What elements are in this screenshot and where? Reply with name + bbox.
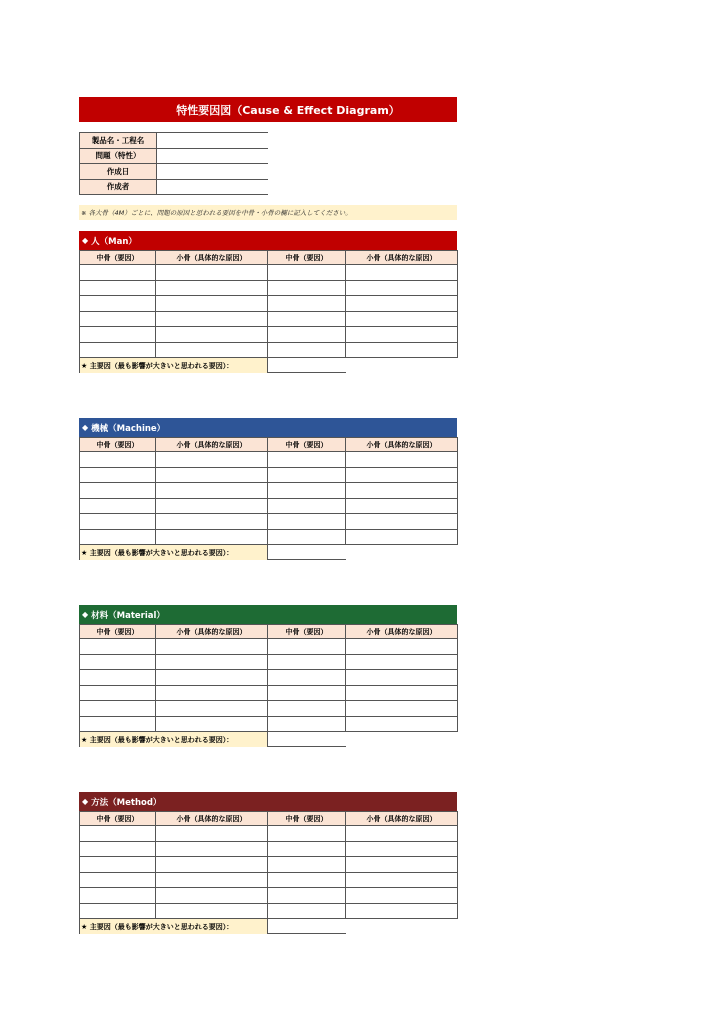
small-bone-cell[interactable]	[156, 654, 268, 670]
table-row	[80, 483, 458, 499]
medium-bone-cell[interactable]	[80, 903, 156, 919]
table-row	[80, 716, 458, 732]
small-bone-cell[interactable]	[346, 296, 458, 312]
medium-bone-cell[interactable]	[268, 888, 346, 904]
column-header: 小骨（具体的な原因）	[346, 438, 458, 452]
small-bone-cell[interactable]	[346, 670, 458, 686]
diamond-icon: ◆	[82, 423, 89, 432]
column-header: 小骨（具体的な原因）	[346, 625, 458, 639]
info-value-field[interactable]	[157, 133, 269, 149]
section-header	[79, 792, 457, 811]
section-title: 材料（Material）	[91, 610, 165, 621]
info-value-field[interactable]	[157, 148, 269, 164]
small-bone-cell[interactable]	[156, 716, 268, 732]
main-cause-field[interactable]	[267, 545, 346, 560]
main-cause-row	[79, 545, 457, 560]
medium-bone-cell[interactable]	[80, 342, 156, 358]
small-bone-cell[interactable]	[346, 872, 458, 888]
info-row	[80, 148, 269, 164]
small-bone-cell[interactable]	[156, 452, 268, 468]
small-bone-cell[interactable]	[156, 685, 268, 701]
section-header	[79, 418, 457, 437]
small-bone-cell[interactable]	[156, 280, 268, 296]
medium-bone-cell[interactable]	[268, 670, 346, 686]
medium-bone-cell[interactable]	[80, 514, 156, 530]
table-row	[80, 327, 458, 343]
section-title: 人（Man）	[91, 236, 137, 247]
column-header: 中骨（要因）	[80, 438, 156, 452]
small-bone-cell[interactable]	[346, 265, 458, 281]
section-method	[79, 792, 457, 934]
small-bone-cell[interactable]	[346, 701, 458, 717]
small-bone-cell[interactable]	[156, 670, 268, 686]
medium-bone-cell[interactable]	[268, 280, 346, 296]
info-value-field[interactable]	[157, 179, 269, 195]
info-row	[80, 179, 269, 195]
medium-bone-cell[interactable]	[268, 529, 346, 545]
medium-bone-cell[interactable]	[80, 452, 156, 468]
medium-bone-cell[interactable]	[268, 872, 346, 888]
cause-table	[79, 811, 458, 919]
small-bone-cell[interactable]	[156, 857, 268, 873]
medium-bone-cell[interactable]	[80, 327, 156, 343]
small-bone-cell[interactable]	[156, 327, 268, 343]
diamond-icon: ◆	[82, 610, 89, 619]
info-row	[80, 164, 269, 180]
table-row	[80, 888, 458, 904]
table-row	[80, 296, 458, 312]
medium-bone-cell[interactable]	[80, 311, 156, 327]
small-bone-cell[interactable]	[346, 498, 458, 514]
small-bone-cell[interactable]	[156, 514, 268, 530]
main-cause-row	[79, 919, 457, 934]
cause-table	[79, 437, 458, 545]
small-bone-cell[interactable]	[346, 280, 458, 296]
column-header: 小骨（具体的な原因）	[156, 251, 268, 265]
small-bone-cell[interactable]	[346, 888, 458, 904]
small-bone-cell[interactable]	[156, 342, 268, 358]
table-row	[80, 265, 458, 281]
section-header	[79, 231, 457, 250]
table-row	[80, 872, 458, 888]
medium-bone-cell[interactable]	[80, 716, 156, 732]
medium-bone-cell[interactable]	[268, 857, 346, 873]
table-row	[80, 311, 458, 327]
small-bone-cell[interactable]	[346, 342, 458, 358]
medium-bone-cell[interactable]	[268, 654, 346, 670]
section-title: 機械（Machine）	[91, 423, 166, 434]
column-header: 中骨（要因）	[268, 438, 346, 452]
medium-bone-cell[interactable]	[268, 452, 346, 468]
table-row	[80, 639, 458, 655]
small-bone-cell[interactable]	[156, 701, 268, 717]
table-row	[80, 280, 458, 296]
medium-bone-cell[interactable]	[268, 296, 346, 312]
small-bone-cell[interactable]	[156, 841, 268, 857]
section-man	[79, 231, 457, 373]
table-row	[80, 514, 458, 530]
medium-bone-cell[interactable]	[80, 467, 156, 483]
small-bone-cell[interactable]	[156, 826, 268, 842]
small-bone-cell[interactable]	[156, 888, 268, 904]
info-label: 作成日	[80, 164, 157, 180]
column-header: 小骨（具体的な原因）	[346, 251, 458, 265]
small-bone-cell[interactable]	[346, 327, 458, 343]
diamond-icon: ◆	[82, 797, 89, 806]
medium-bone-cell[interactable]	[268, 498, 346, 514]
medium-bone-cell[interactable]	[80, 498, 156, 514]
main-cause-field[interactable]	[267, 358, 346, 373]
medium-bone-cell[interactable]	[80, 888, 156, 904]
medium-bone-cell[interactable]	[268, 716, 346, 732]
info-row	[80, 133, 269, 149]
small-bone-cell[interactable]	[156, 903, 268, 919]
small-bone-cell[interactable]	[346, 514, 458, 530]
small-bone-cell[interactable]	[346, 857, 458, 873]
table-row	[80, 452, 458, 468]
section-title: 方法（Method）	[91, 797, 162, 808]
info-label: 問題（特性）	[80, 148, 157, 164]
small-bone-cell[interactable]	[156, 639, 268, 655]
section-material	[79, 605, 457, 747]
medium-bone-cell[interactable]	[80, 639, 156, 655]
diamond-icon: ◆	[82, 236, 89, 245]
medium-bone-cell[interactable]	[268, 639, 346, 655]
main-cause-label: ★ 主要因（最も影響が大きいと思われる要因）：	[79, 919, 267, 934]
small-bone-cell[interactable]	[156, 529, 268, 545]
table-row	[80, 841, 458, 857]
main-cause-label: ★ 主要因（最も影響が大きいと思われる要因）：	[79, 545, 267, 560]
small-bone-cell[interactable]	[156, 467, 268, 483]
medium-bone-cell[interactable]	[268, 826, 346, 842]
small-bone-cell[interactable]	[346, 467, 458, 483]
medium-bone-cell[interactable]	[268, 467, 346, 483]
small-bone-cell[interactable]	[156, 872, 268, 888]
medium-bone-cell[interactable]	[80, 654, 156, 670]
medium-bone-cell[interactable]	[80, 280, 156, 296]
medium-bone-cell[interactable]	[80, 265, 156, 281]
small-bone-cell[interactable]	[346, 311, 458, 327]
section-header	[79, 605, 457, 624]
column-header: 中骨（要因）	[268, 625, 346, 639]
medium-bone-cell[interactable]	[268, 327, 346, 343]
small-bone-cell[interactable]	[346, 529, 458, 545]
table-row	[80, 529, 458, 545]
column-header: 小骨（具体的な原因）	[346, 812, 458, 826]
table-row	[80, 903, 458, 919]
info-table	[79, 132, 268, 195]
main-cause-label: ★ 主要因（最も影響が大きいと思われる要因）：	[79, 732, 267, 747]
column-header: 中骨（要因）	[80, 812, 156, 826]
column-header: 小骨（具体的な原因）	[156, 625, 268, 639]
info-value-field[interactable]	[157, 164, 269, 180]
medium-bone-cell[interactable]	[268, 514, 346, 530]
table-row	[80, 826, 458, 842]
info-label: 製品名・工程名	[80, 133, 157, 149]
medium-bone-cell[interactable]	[80, 701, 156, 717]
table-row	[80, 685, 458, 701]
main-cause-field[interactable]	[267, 919, 346, 934]
small-bone-cell[interactable]	[346, 826, 458, 842]
small-bone-cell[interactable]	[346, 716, 458, 732]
info-label: 作成者	[80, 179, 157, 195]
medium-bone-cell[interactable]	[80, 826, 156, 842]
small-bone-cell[interactable]	[156, 498, 268, 514]
page-title: 特性要因図（Cause & Effect Diagram）	[79, 97, 457, 122]
medium-bone-cell[interactable]	[80, 529, 156, 545]
small-bone-cell[interactable]	[346, 654, 458, 670]
small-bone-cell[interactable]	[346, 483, 458, 499]
medium-bone-cell[interactable]	[80, 670, 156, 686]
main-cause-row	[79, 358, 457, 373]
medium-bone-cell[interactable]	[80, 841, 156, 857]
small-bone-cell[interactable]	[346, 841, 458, 857]
column-header: 中骨（要因）	[268, 812, 346, 826]
medium-bone-cell[interactable]	[268, 311, 346, 327]
medium-bone-cell[interactable]	[268, 685, 346, 701]
column-header: 小骨（具体的な原因）	[156, 812, 268, 826]
small-bone-cell[interactable]	[156, 296, 268, 312]
main-cause-label: ★ 主要因（最も影響が大きいと思われる要因）：	[79, 358, 267, 373]
medium-bone-cell[interactable]	[268, 701, 346, 717]
table-row	[80, 701, 458, 717]
small-bone-cell[interactable]	[156, 311, 268, 327]
section-machine	[79, 418, 457, 560]
column-header: 中骨（要因）	[80, 625, 156, 639]
table-row	[80, 857, 458, 873]
small-bone-cell[interactable]	[346, 639, 458, 655]
medium-bone-cell[interactable]	[80, 483, 156, 499]
medium-bone-cell[interactable]	[268, 483, 346, 499]
small-bone-cell[interactable]	[156, 483, 268, 499]
cause-effect-sheet	[79, 97, 457, 220]
medium-bone-cell[interactable]	[80, 296, 156, 312]
medium-bone-cell[interactable]	[268, 903, 346, 919]
table-row	[80, 498, 458, 514]
cause-table	[79, 624, 458, 732]
table-row	[80, 670, 458, 686]
column-header: 中骨（要因）	[268, 251, 346, 265]
small-bone-cell[interactable]	[346, 452, 458, 468]
table-row	[80, 467, 458, 483]
instruction-note: ※ 各大骨（4M）ごとに、問題の原因と思われる要因を中骨・小骨の欄に記入してください。	[79, 205, 457, 220]
medium-bone-cell[interactable]	[80, 872, 156, 888]
column-header: 中骨（要因）	[80, 251, 156, 265]
medium-bone-cell[interactable]	[268, 342, 346, 358]
medium-bone-cell[interactable]	[268, 265, 346, 281]
cause-table	[79, 250, 458, 358]
medium-bone-cell[interactable]	[268, 841, 346, 857]
table-row	[80, 654, 458, 670]
medium-bone-cell[interactable]	[80, 685, 156, 701]
small-bone-cell[interactable]	[346, 903, 458, 919]
table-row	[80, 342, 458, 358]
column-header: 小骨（具体的な原因）	[156, 438, 268, 452]
small-bone-cell[interactable]	[346, 685, 458, 701]
medium-bone-cell[interactable]	[80, 857, 156, 873]
main-cause-row	[79, 732, 457, 747]
main-cause-field[interactable]	[267, 732, 346, 747]
small-bone-cell[interactable]	[156, 265, 268, 281]
